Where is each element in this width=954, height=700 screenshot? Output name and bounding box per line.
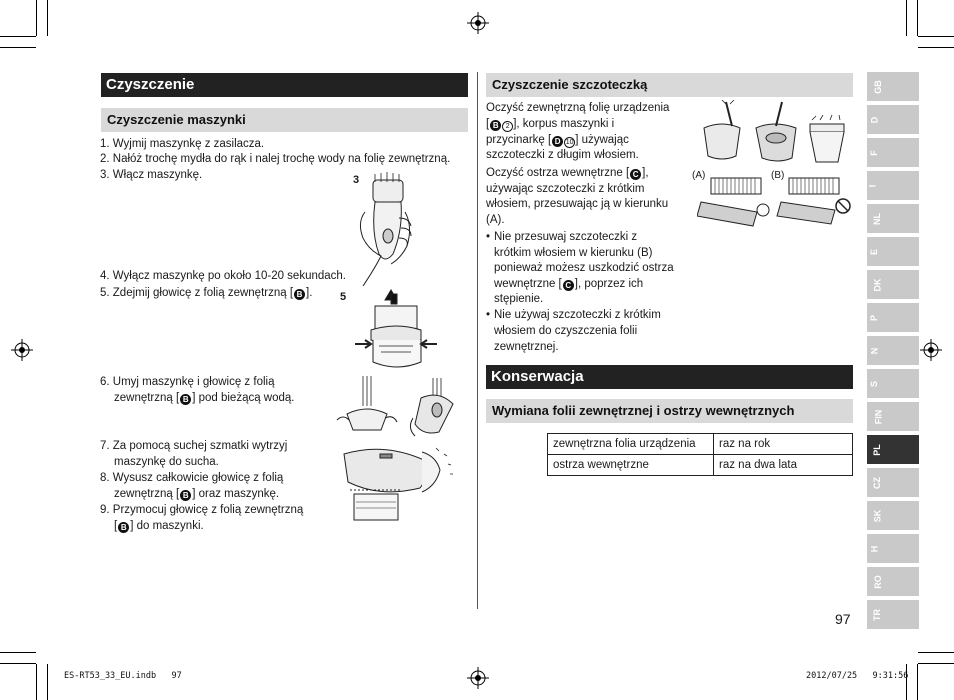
brush-para-1-line-1: Oczyść zewnętrzną folię urządzenia [486, 102, 670, 114]
brush-para-2-line-3: włosiem, przesuwając ją w kierunku [486, 198, 669, 210]
section-title: Czyszczenie [101, 73, 468, 97]
brush-para-2-line-4: (A). [486, 214, 505, 226]
table-row [548, 455, 853, 476]
step-9-line-2: [ B ] do maszynki. [114, 520, 204, 532]
crop-mark [917, 664, 918, 700]
bullet-1-line-4: wewnętrzne [ C ], poprzez ich [494, 278, 644, 290]
shaver-hand-illustration [345, 168, 415, 286]
crop-mark [0, 652, 36, 653]
part-c-badge: C [563, 280, 574, 291]
figure-3-label: 3 [353, 174, 360, 186]
step-8-line-2: zewnętrzną [ B ] oraz maszynkę. [114, 488, 280, 500]
brush-para-2-line-1: Oczyść ostrza wewnętrzne [ C ], [486, 167, 649, 179]
language-tab: DK [867, 270, 919, 299]
table-cell: ostrza wewnętrzne [548, 455, 714, 476]
part-b-badge: B [118, 522, 129, 533]
brush-para-1-line-3: przycinarkę [ D 10 ] używając [486, 134, 629, 146]
language-tab: CZ [867, 468, 919, 497]
brush-para-2-line-2: używając szczoteczki z krótkim [486, 183, 645, 195]
bullet-2: • [486, 309, 491, 321]
registration-mark-icon [920, 339, 942, 361]
crop-mark [906, 664, 907, 700]
step-7-line-1: 7. Za pomocą suchej szmatki wytrzyj [100, 440, 288, 452]
language-tab: H [867, 534, 919, 563]
step-9-line-1: 9. Przymocuj głowicę z folią zewnętrzną [100, 504, 304, 516]
step-6-line-1: 6. Umyj maszynkę i głowicę z folią [100, 376, 275, 388]
step-7-line-2: maszynkę do sucha. [114, 456, 219, 468]
language-tab: TR [867, 600, 919, 629]
bullet-1-line-1: Nie przesuwaj szczoteczki z [494, 231, 638, 243]
language-tab: FIN [867, 402, 919, 431]
crop-mark [36, 0, 37, 36]
bullet-2-line-1: Nie używaj szczoteczki z krótkim [494, 309, 661, 321]
crop-mark [0, 663, 36, 664]
crop-mark [918, 47, 954, 48]
registration-mark-icon [467, 12, 489, 34]
rinse-under-water-illustration [333, 374, 463, 438]
maintenance-title: Konserwacja [486, 365, 853, 389]
figure-5-label: 5 [340, 291, 347, 303]
crop-mark [0, 47, 36, 48]
remove-head-illustration [345, 284, 445, 376]
crop-mark [47, 0, 48, 36]
dry-shaver-illustration [340, 440, 462, 526]
language-tab: RO [867, 567, 919, 596]
footer-date: 2012/07/25 9:31:56 [806, 671, 909, 681]
maintenance-subtitle: Wymiana folii zewnętrznej i ostrzy wewnętrznych [486, 399, 853, 423]
short-brush-direction-illustration [697, 176, 862, 236]
step-2: 2. Nałóż trochę mydła do rąk i nalej trochę wody na folię zewnętrzną. [100, 153, 451, 165]
part-d-badge: D [552, 136, 563, 147]
bullet-2-line-2: włosiem do czyszczenia folii [494, 325, 638, 337]
crop-mark [918, 663, 954, 664]
crop-mark [0, 36, 36, 37]
language-tab: P [867, 303, 919, 332]
direction-a-label: (A) [692, 170, 706, 181]
bullet-1-line-2: krótkim włosiem w kierunku (B) [494, 247, 653, 259]
replacement-table [547, 433, 853, 476]
language-tab: E [867, 237, 919, 266]
part-number-badge: 10 [565, 139, 574, 146]
brush-para-1-line-2: [ B 2 ], korpus maszynki i [486, 118, 615, 130]
crop-mark [36, 664, 37, 700]
bullet-1-line-3: ponieważ możesz uszkodzić ostrza [494, 262, 674, 274]
part-b-badge: B [180, 490, 191, 501]
table-cell: zewnętrzna folia urządzenia [548, 434, 714, 455]
step-1: 1. Wyjmij maszynkę z zasilacza. [100, 138, 265, 150]
part-b-badge: B [180, 394, 191, 405]
table-cell: raz na rok [714, 434, 853, 455]
bullet-1-line-5: stępienie. [494, 293, 544, 305]
registration-mark-icon [467, 667, 489, 689]
step-4: 4. Wyłącz maszynkę po około 10-20 sekundach. [100, 270, 346, 282]
step-3: 3. Włącz maszynkę. [100, 169, 203, 181]
crop-mark [47, 664, 48, 700]
language-tab: NL [867, 204, 919, 233]
table-cell: raz na dwa lata [714, 455, 853, 476]
language-tab: I [867, 171, 919, 200]
brush-cleaning-illustration [690, 100, 855, 168]
footer-file: ES-RT53_33_EU.indb 97 [64, 671, 182, 681]
language-tab: N [867, 336, 919, 365]
step-8-line-1: 8. Wysusz całkowicie głowicę z folią [100, 472, 284, 484]
crop-mark [906, 0, 907, 36]
language-tab-active: PL [867, 435, 919, 464]
registration-mark-icon [11, 339, 33, 361]
language-tab: D [867, 105, 919, 134]
subsection-title: Czyszczenie maszynki [101, 108, 468, 132]
crop-mark [917, 0, 918, 36]
bullet-1: • [486, 231, 491, 243]
language-tab: SK [867, 501, 919, 530]
language-tab: S [867, 369, 919, 398]
crop-mark [918, 36, 954, 37]
page-number: 97 [835, 611, 851, 627]
brush-para-1-line-4: szczoteczki z długim włosiem. [486, 149, 639, 161]
crop-mark [918, 652, 954, 653]
part-c-badge: C [630, 169, 641, 180]
bullet-2-line-3: zewnętrznej. [494, 341, 559, 353]
table-row [548, 434, 853, 455]
part-b-badge: B [294, 289, 305, 300]
language-tab: F [867, 138, 919, 167]
language-tab: GB [867, 72, 919, 101]
step-5: 5. Zdejmij głowicę z folią zewnętrzną [ B ]. [100, 287, 313, 299]
part-b-badge: B [490, 120, 501, 131]
direction-b-label: (B) [771, 170, 785, 181]
column-divider [477, 72, 478, 609]
step-6-line-2: zewnętrzną [ B ] pod bieżącą wodą. [114, 392, 295, 404]
brush-cleaning-title: Czyszczenie szczoteczką [486, 73, 853, 97]
part-number-badge: 2 [502, 121, 513, 132]
